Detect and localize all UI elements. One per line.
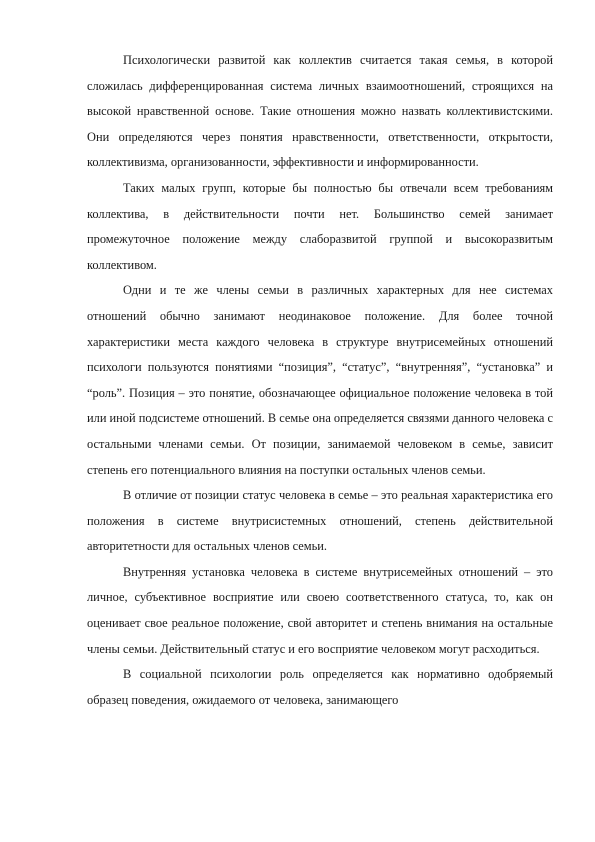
- document-body: [87, 48, 553, 713]
- paragraph-6: В социальной психологии роль определяется как нормативно одобряемый образец поведения, ожидаемого от человека, занимающего: [87, 667, 553, 707]
- paragraph-4: В отличие от позиции статус человека в семье – это реальная характеристика его положения в системе внутрисистемных отношений, степень действительной авторитетности для остальных членов семьи.: [87, 488, 553, 554]
- paragraph-1: Психологически развитой как коллектив считается такая семья, в которой сложилась дифференцированная система личных взаимоотношений, строящихся на высокой нравственной основе. Такие отношения можно назвать коллективистскими. Они определяются через понятия нравственности, ответственности, открытости, коллективизма, организованности, эффективности и информированности.: [87, 53, 553, 170]
- paragraph-5: Внутренняя установка человека в системе внутрисемейных отношений – это личное, субъективное восприятие или своею соответственного статуса, то, как он оценивает свое реальное положение, свой авторитет и степень внимания на остальные члены семьи. Действительный статус и его восприятие человеком могут расходиться.: [87, 564, 553, 656]
- paragraph-3: Одни и те же члены семьи в различных характерных для нее системах отношений обычно занимают неодинаковое положение. Для более точной характеристики места каждого человека в структуре внутрисемейных отношений психологи пользуются понятиями “позиция”, “статус”, “внутренняя”, “установка” и “роль”. Позиция – это понятие, обозначающее официальное положение человека в той или иной подсистеме отношений. В семье она определяется связями данного человека с остальными членами семьи. От позиции, занимаемой человеком в семье, зависит степень его потенциального влияния на поступки остальных членов семьи.: [87, 283, 554, 477]
- paragraph-2: Таких малых групп, которые бы полностью бы отвечали всем требованиям коллектива, в действительности почти нет. Большинство семей занимает промежуточное положение между слаборазвитой группой и высокоразвитым коллективом.: [87, 180, 553, 272]
